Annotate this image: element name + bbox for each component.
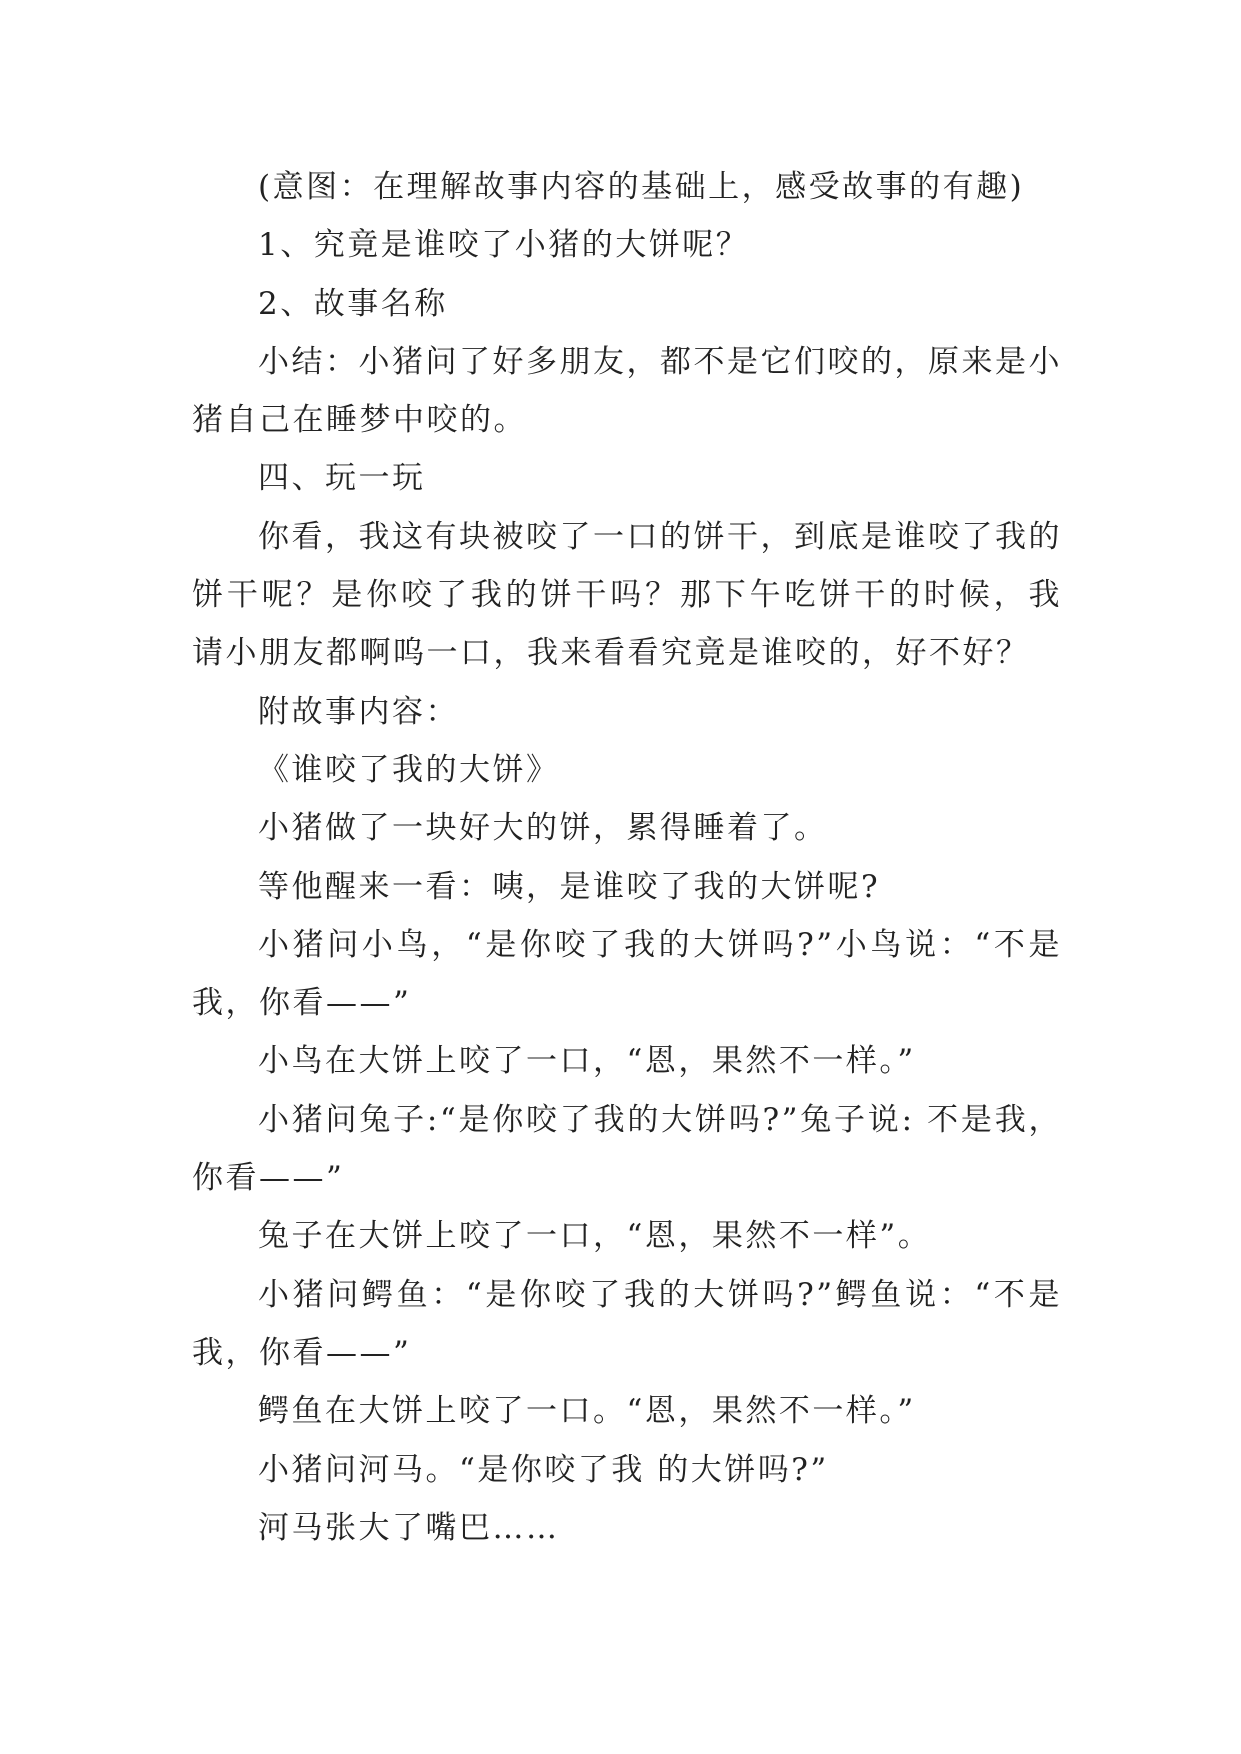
paragraph-intent: (意图：在理解故事内容的基础上，感受故事的有趣) [258,169,1025,205]
story-paragraph: 河马张大了嘴巴…… [258,1509,560,1546]
section-heading-play: 四、玩一玩 [258,460,426,497]
story-paragraph: 小鸟在大饼上咬了一口，“恩，果然不一样。” [258,1043,916,1080]
story-paragraph: 鳄鱼在大饼上咬了一口。“恩，果然不一样。” [258,1393,916,1430]
paragraph-play: 你看，我这有块被咬了一口的饼干，到底是谁咬了我的饼干呢？是你咬了我的饼干吗？那下午吃饼干的时候，我请小朋友都啊呜一口，我来看看究竟是谁咬的，好不好？ [192,518,1062,672]
paragraph-question-1: 1、究竟是谁咬了小猪的大饼呢？ [258,227,750,264]
paragraph-question-2: 2、故事名称 [258,285,448,322]
story-title: 《谁咬了我的大饼》 [258,751,560,788]
paragraph-summary: 小结：小猪问了好多朋友，都不是它们咬的，原来是小猪自己在睡梦中咬的。 [192,343,1062,439]
story-paragraph: 小猪问鳄鱼：“是你咬了我的大饼吗?”鳄鱼说：“不是我，你看——” [192,1276,1062,1371]
document-body [192,158,1062,1557]
story-paragraph: 小猪做了一块好大的饼，累得睡着了。 [258,810,828,847]
story-paragraph: 小猪问小鸟，“是你咬了我的大饼吗?”小鸟说：“不是我，你看——” [192,926,1062,1022]
story-paragraph: 等他醒来一看：咦，是谁咬了我的大饼呢? [258,868,881,905]
story-paragraph: 兔子在大饼上咬了一口，“恩，果然不一样”。 [258,1218,932,1255]
story-paragraph: 小猪问河马。“是你咬了我 的大饼吗?” [258,1451,829,1488]
paragraph-appendix-label: 附故事内容： [258,693,459,730]
story-paragraph: 小猪问兔子:“是你咬了我的大饼吗?”兔子说: 不是我，你看——” [192,1101,1062,1197]
